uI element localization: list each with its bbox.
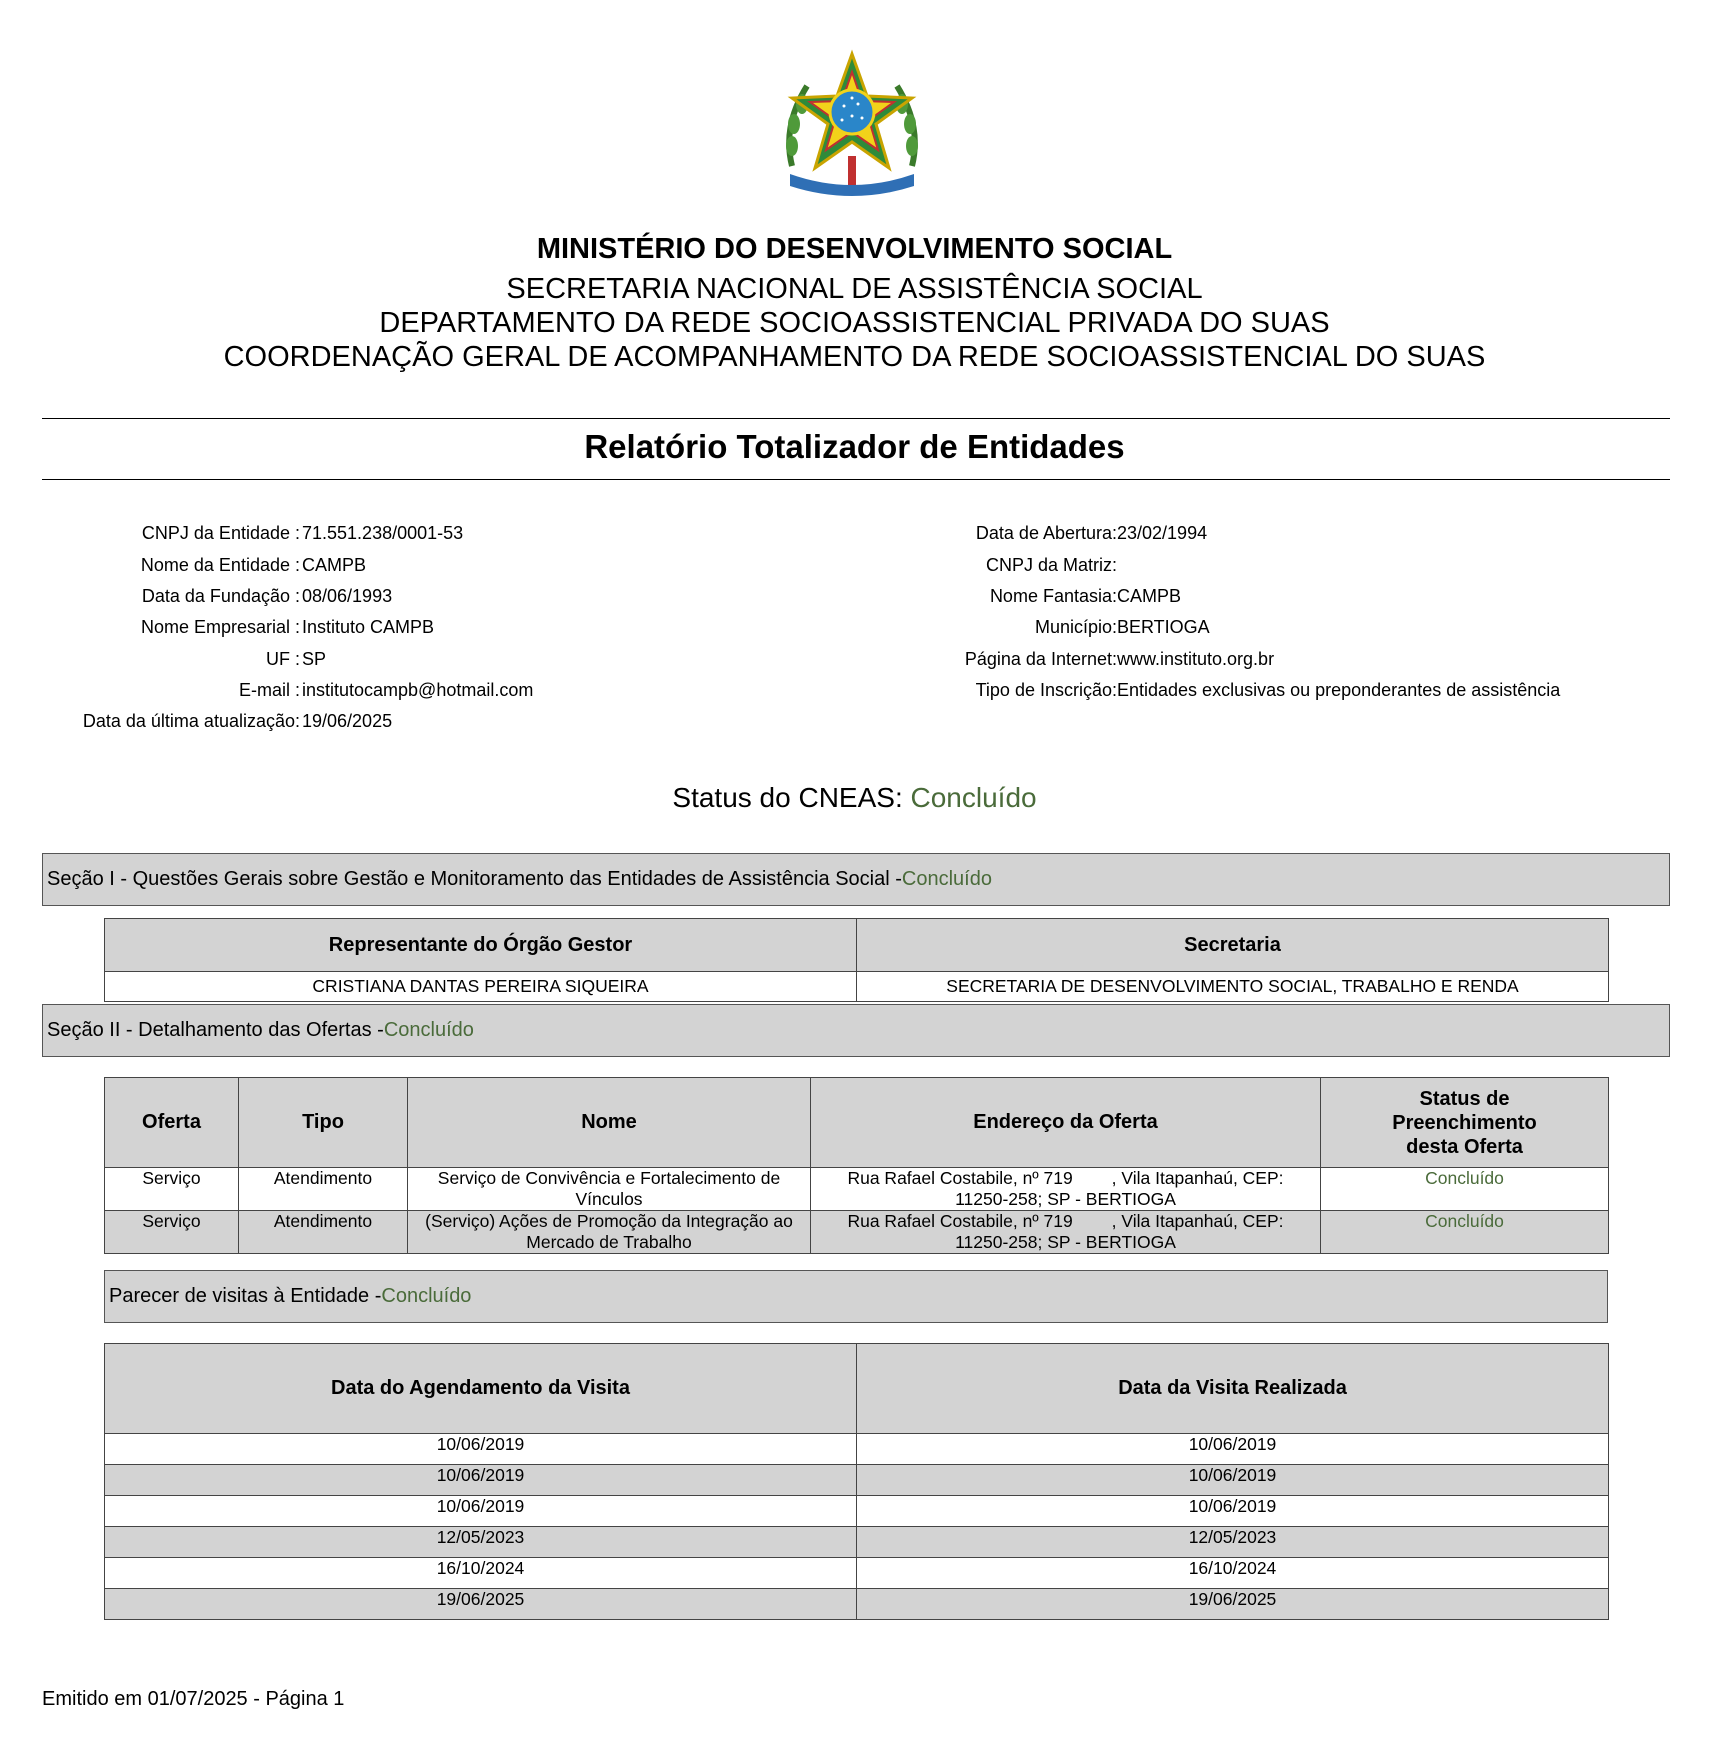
- visit-date-cell: 19/06/2025: [857, 1589, 1609, 1620]
- visit-date-cell: 10/06/2019: [857, 1465, 1609, 1496]
- header-endereco: Endereço da Oferta: [811, 1078, 1321, 1168]
- section1-bar: [42, 853, 1670, 906]
- header-scheduled-date: Data do Agendamento da Visita: [105, 1344, 857, 1434]
- department-heading: DEPARTAMENTO DA REDE SOCIOASSISTENCIAL PRIVADA DO SUAS: [379, 307, 1330, 339]
- secretariat-heading: SECRETARIA NACIONAL DE ASSISTÊNCIA SOCIAL: [506, 273, 1203, 305]
- foundation-date-label: Data da Fundação :: [141, 586, 300, 606]
- trade-name-value: CAMPB: [1117, 586, 1182, 606]
- visits-header-row: [105, 1344, 1609, 1434]
- table-row: [105, 1168, 1609, 1211]
- scheduled-date-cell: 10/06/2019: [105, 1434, 857, 1465]
- opening-date-value: 23/02/1994: [1117, 523, 1208, 543]
- ministry-heading: MINISTÉRIO DO DESENVOLVIMENTO SOCIAL: [536, 233, 1173, 265]
- header-representative: Representante do Órgão Gestor: [105, 919, 857, 972]
- foundation-date-value: 08/06/1993: [302, 586, 393, 606]
- entity-name-value: CAMPB: [302, 555, 367, 575]
- scheduled-date-cell: 12/05/2023: [105, 1527, 857, 1558]
- offer-kind-cell: Atendimento: [239, 1168, 408, 1211]
- visits-table: [104, 1343, 1609, 1620]
- section2-bar: [42, 1004, 1670, 1057]
- email-value: institutocampb@hotmail.com: [302, 680, 534, 700]
- municipality-value: BERTIOGA: [1117, 617, 1210, 637]
- parent-cnpj-label: CNPJ da Matriz:: [985, 555, 1117, 575]
- offer-status-cell: Concluído: [1321, 1168, 1609, 1211]
- offer-type-cell: Serviço: [105, 1168, 239, 1211]
- opening-date-label: Data de Abertura:: [975, 523, 1117, 543]
- header-visit-date: Data da Visita Realizada: [857, 1344, 1609, 1434]
- visit-date-cell: 10/06/2019: [857, 1434, 1609, 1465]
- table-row: [105, 972, 1609, 1002]
- entity-name-label: Nome da Entidade :: [140, 555, 300, 575]
- section2-title: Seção II - Detalhamento das Ofertas -: [47, 1019, 384, 1041]
- section1-table: [104, 918, 1609, 1002]
- section1-header-row: [105, 919, 1609, 972]
- secretariat-cell: SECRETARIA DE DESENVOLVIMENTO SOCIAL, TRABALHO E RENDA: [857, 972, 1609, 1002]
- coordination-heading: COORDENAÇÃO GERAL DE ACOMPANHAMENTO DA REDE SOCIOASSISTENCIAL DO SUAS: [223, 341, 1486, 373]
- email-label: E-mail :: [238, 680, 300, 700]
- section2-status: Concluído: [383, 1019, 474, 1041]
- cneas-status-value: Concluído: [910, 782, 1037, 813]
- table-row: [105, 1465, 1609, 1496]
- business-name-value: Instituto CAMPB: [302, 617, 435, 637]
- website-label: Página da Internet:: [964, 649, 1117, 669]
- uf-label: UF :: [266, 649, 300, 669]
- registration-type-label: Tipo de Inscrição:: [975, 680, 1117, 700]
- visit-date-cell: 10/06/2019: [857, 1496, 1609, 1527]
- offer-address-cell: Rua Rafael Costabile, nº 719 , Vila Itapanhaú, CEP: 11250-258; SP - BERTIOGA: [811, 1211, 1321, 1254]
- header-nome: Nome: [408, 1078, 811, 1168]
- cneas-status: [0, 782, 1709, 814]
- cnpj-value: 71.551.238/0001-53: [302, 523, 464, 543]
- table-row: [105, 1589, 1609, 1620]
- header-secretariat: Secretaria: [857, 919, 1609, 972]
- business-name-label: Nome Empresarial :: [140, 617, 300, 637]
- scheduled-date-cell: 16/10/2024: [105, 1558, 857, 1589]
- visit-date-cell: 16/10/2024: [857, 1558, 1609, 1589]
- registration-type-value: Entidades exclusivas ou preponderantes de assistência: [1117, 680, 1561, 700]
- offer-name-cell: (Serviço) Ações de Promoção da Integração ao Mercado de Trabalho: [408, 1211, 811, 1254]
- trade-name-label: Nome Fantasia:: [989, 586, 1117, 606]
- footer-issued: Emitido em 01/07/2025 - Página 1: [42, 1688, 345, 1710]
- cnpj-label: CNPJ da Entidade :: [141, 523, 300, 543]
- website-value: www.instituto.org.br: [1117, 649, 1275, 669]
- scheduled-date-cell: 19/06/2025: [105, 1589, 857, 1620]
- header-status-preenchimento: Status de Preenchimento desta Oferta: [1321, 1078, 1609, 1168]
- section1-title: Seção I - Questões Gerais sobre Gestão e Monitoramento das Entidades de Assistência Social -: [47, 868, 902, 890]
- table-row: [105, 1496, 1609, 1527]
- table-row: [105, 1558, 1609, 1589]
- representative-cell: CRISTIANA DANTAS PEREIRA SIQUEIRA: [105, 972, 857, 1002]
- header-oferta: Oferta: [105, 1078, 239, 1168]
- visit-date-cell: 12/05/2023: [857, 1527, 1609, 1558]
- offer-kind-cell: Atendimento: [239, 1211, 408, 1254]
- offer-address-cell: Rua Rafael Costabile, nº 719 , Vila Itapanhaú, CEP: 11250-258; SP - BERTIOGA: [811, 1168, 1321, 1211]
- offer-name-cell: Serviço de Convivência e Fortalecimento de Vínculos: [408, 1168, 811, 1211]
- section1-status: Concluído: [901, 868, 992, 890]
- offers-header-row: [105, 1078, 1609, 1168]
- uf-value: SP: [302, 649, 327, 669]
- offers-table: [104, 1077, 1609, 1254]
- title-top-divider: [42, 418, 1670, 419]
- last-update-label: Data da última atualização:: [82, 711, 300, 731]
- visits-bar: [104, 1270, 1608, 1323]
- visits-status: Concluído: [381, 1285, 472, 1307]
- municipality-label: Município:: [1034, 617, 1117, 637]
- table-row: [105, 1527, 1609, 1558]
- scheduled-date-cell: 10/06/2019: [105, 1465, 857, 1496]
- visits-title: Parecer de visitas à Entidade -: [109, 1285, 382, 1307]
- report-title: Relatório Totalizador de Entidades: [584, 428, 1125, 465]
- scheduled-date-cell: 10/06/2019: [105, 1496, 857, 1527]
- title-bottom-divider: [42, 479, 1670, 480]
- table-row: [105, 1211, 1609, 1254]
- brazil-coat-of-arms-emblem: [772, 46, 932, 206]
- header-tipo: Tipo: [239, 1078, 408, 1168]
- cneas-status-label: Status do CNEAS:: [672, 782, 911, 813]
- offer-type-cell: Serviço: [105, 1211, 239, 1254]
- table-row: [105, 1434, 1609, 1465]
- offer-status-cell: Concluído: [1321, 1211, 1609, 1254]
- last-update-value: 19/06/2025: [302, 711, 393, 731]
